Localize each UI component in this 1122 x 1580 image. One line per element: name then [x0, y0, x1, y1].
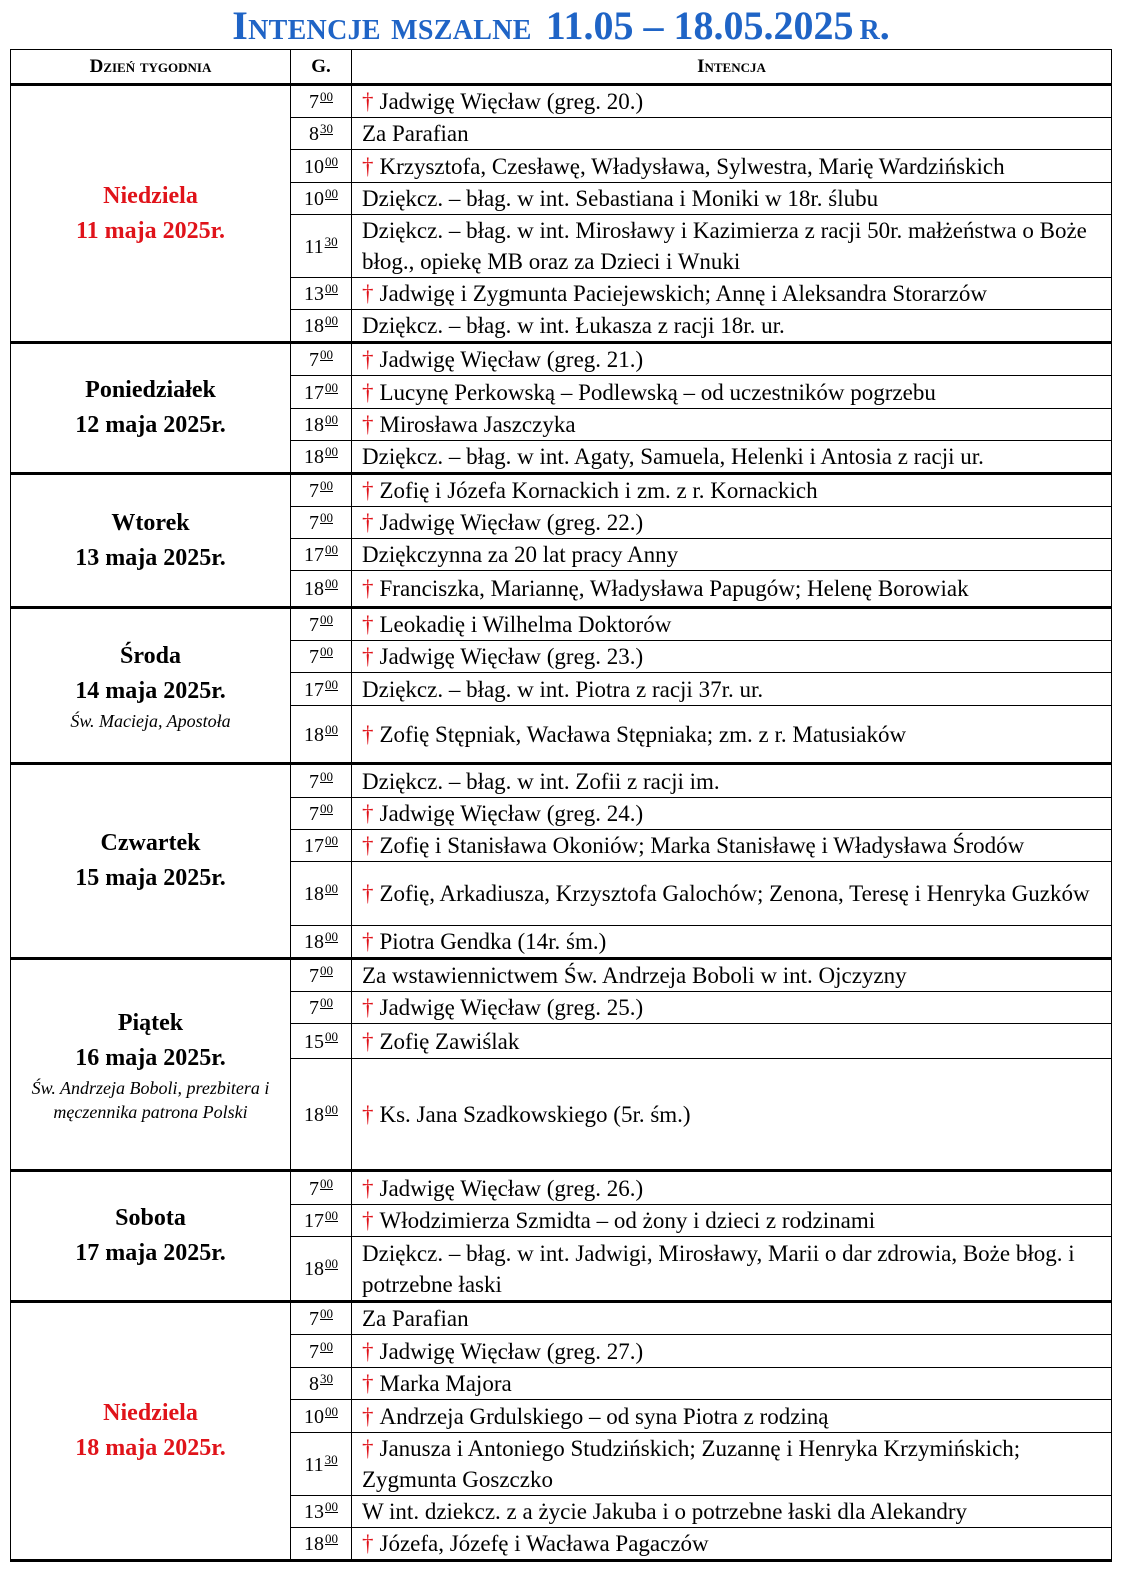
mass-hour: 7 — [309, 349, 319, 371]
intention-text: Za Parafian — [362, 1306, 469, 1331]
intention-text: Andrzeja Grdulskiego – od syna Piotra z rodziną — [379, 1403, 829, 1429]
title-dates: 11.05 – 18.05.2025 — [545, 3, 854, 48]
mass-minutes: 00 — [320, 963, 333, 978]
intention-text: W int. dziekcz. z a życie Jakuba i o potrzebne łaski dla Alekandry — [362, 1499, 968, 1524]
intention-text: Dziękcz. – błag. w int. Sebastiana i Moniki w 18r. ślubu — [362, 186, 879, 211]
intention-text: Jadwigę Więcław (greg. 26.) — [379, 1175, 644, 1201]
day-date: 13 maja 2025r. — [75, 544, 226, 571]
mass-hour: 7 — [309, 614, 319, 636]
header-day: Dzień tygodnia — [11, 50, 291, 85]
mass-time — [291, 798, 352, 830]
table-row — [11, 343, 1112, 376]
cross-icon: † — [362, 1208, 374, 1233]
cross-icon: † — [362, 1403, 374, 1429]
mass-time — [291, 1368, 352, 1400]
intention-text: Zofię i Stanisława Okoniów; Marka Stanisławę i Władysława Środów — [379, 833, 1025, 858]
cross-icon: † — [362, 1338, 374, 1364]
mass-hour: 7 — [309, 803, 319, 825]
mass-minutes: 00 — [320, 768, 333, 784]
day-name: Piątek — [117, 1009, 184, 1036]
mass-minutes: 30 — [324, 1451, 338, 1467]
intention-cell — [352, 1059, 1112, 1171]
mass-time — [291, 507, 352, 539]
cross-icon: † — [362, 89, 374, 114]
intention-cell — [352, 85, 1112, 118]
intention-text: Dziękcz. – błag. w int. Mirosławy i Kazimierza z racji 50r. małżeństwa o Boże błog., opiekę MB oraz za Dzieci i Wnuki — [362, 218, 1087, 274]
intention-text: Jadwigę Więcław (greg. 20.) — [379, 89, 644, 114]
mass-minutes: 00 — [320, 347, 333, 362]
mass-time — [291, 409, 352, 441]
mass-hour: 11 — [304, 1453, 324, 1476]
day-cell — [11, 343, 291, 474]
intention-cell — [352, 343, 1112, 376]
day-date: 15 maja 2025r. — [75, 865, 226, 891]
intention-cell — [352, 215, 1112, 278]
mass-hour: 7 — [309, 91, 319, 113]
intention-cell — [352, 376, 1112, 409]
cross-icon: † — [362, 1101, 374, 1127]
cross-icon: † — [362, 833, 374, 858]
mass-time — [291, 1237, 352, 1302]
mass-hour: 7 — [309, 997, 319, 1019]
mass-time — [291, 1400, 352, 1433]
mass-hour: 7 — [309, 646, 319, 668]
cross-icon: † — [362, 281, 374, 306]
mass-hour: 15 — [304, 1030, 324, 1053]
day-date: 11 maja 2025r. — [75, 217, 226, 244]
cross-icon: † — [362, 576, 374, 601]
intention-text: Za wstawiennictwem Św. Andrzeja Boboli w int. Ojczyzny — [362, 963, 907, 988]
day-name: Sobota — [115, 1205, 186, 1231]
intention-text: Krzysztofa, Czesławę, Władysława, Sylwestra, Marię Wardzińskich — [379, 153, 1005, 179]
cross-icon: † — [362, 412, 374, 437]
table-row — [11, 1302, 1112, 1335]
mass-hour: 8 — [309, 123, 319, 145]
intention-cell — [352, 706, 1112, 764]
cross-icon: † — [362, 1531, 374, 1556]
mass-hour: 13 — [304, 1501, 324, 1523]
mass-time — [291, 862, 352, 926]
table-row — [11, 1171, 1112, 1205]
intention-cell — [352, 608, 1112, 641]
mass-time — [291, 1528, 352, 1561]
intention-text: Jadwigę Więcław (greg. 25.) — [379, 995, 644, 1020]
mass-time — [291, 571, 352, 608]
mass-time — [291, 608, 352, 641]
cross-icon: † — [362, 612, 374, 637]
day-date: 14 maja 2025r. — [75, 677, 226, 704]
mass-time — [291, 959, 352, 992]
mass-hour: 18 — [304, 931, 324, 953]
mass-minutes: 00 — [325, 1403, 338, 1419]
mass-minutes: 00 — [325, 721, 338, 737]
intention-cell — [352, 798, 1112, 830]
mass-time — [291, 1024, 352, 1059]
intention-text: Dziękcz. – błag. w int. Piotra z racji 37r. ur. — [362, 676, 764, 702]
intention-cell — [352, 673, 1112, 706]
intention-cell — [352, 1335, 1112, 1368]
intention-text: Dziękcz. – błag. w int. Zofii z racji im. — [362, 768, 720, 794]
intention-cell — [352, 1205, 1112, 1237]
intention-cell — [352, 539, 1112, 571]
mass-minutes: 00 — [325, 833, 338, 848]
day-cell — [11, 1302, 291, 1561]
mass-minutes: 00 — [325, 542, 338, 557]
mass-hour: 13 — [304, 283, 324, 305]
day-name: Niedziela — [103, 182, 198, 209]
mass-hour: 18 — [304, 883, 324, 905]
intention-text: Dziękcz. – błag. w int. Agaty, Samuela, Helenki i Antosia z racji ur. — [362, 444, 984, 469]
header-hour: G. — [291, 50, 352, 85]
mass-time — [291, 278, 352, 310]
mass-time — [291, 474, 352, 507]
mass-time — [291, 926, 352, 959]
mass-minutes: 00 — [325, 1499, 338, 1514]
day-date: 12 maja 2025r. — [75, 412, 226, 438]
intention-cell — [352, 1171, 1112, 1205]
mass-minutes: 00 — [325, 186, 338, 201]
intention-text: Józefa, Józefę i Wacława Pagaczów — [379, 1531, 709, 1556]
mass-time — [291, 376, 352, 409]
intention-cell — [352, 150, 1112, 183]
mass-hour: 18 — [304, 1533, 324, 1555]
mass-minutes: 00 — [320, 612, 333, 627]
mass-hour: 7 — [309, 512, 319, 534]
mass-minutes: 00 — [325, 676, 338, 692]
intention-text: Włodzimierza Szmidta – od żony i dzieci z rodzinami — [379, 1208, 876, 1233]
mass-time — [291, 310, 352, 343]
table-row — [11, 959, 1112, 992]
mass-hour: 11 — [304, 235, 324, 258]
intention-cell — [352, 507, 1112, 539]
mass-minutes: 00 — [325, 313, 338, 328]
mass-time — [291, 992, 352, 1024]
mass-time — [291, 85, 352, 118]
mass-time — [291, 215, 352, 278]
table-row — [11, 85, 1112, 118]
cross-icon: † — [362, 881, 374, 906]
mass-hour: 17 — [304, 1210, 324, 1232]
mass-hour: 18 — [304, 578, 324, 600]
mass-time — [291, 764, 352, 798]
table-row — [11, 474, 1112, 507]
mass-hour: 7 — [309, 1340, 319, 1363]
intention-cell — [352, 1433, 1112, 1496]
table-row — [11, 608, 1112, 641]
mass-hour: 18 — [304, 414, 324, 436]
mass-minutes: 00 — [325, 412, 338, 427]
intention-cell — [352, 571, 1112, 608]
day-cell — [11, 764, 291, 959]
cross-icon: † — [362, 995, 374, 1020]
day-cell — [11, 959, 291, 1171]
intention-text: Leokadię i Wilhelma Doktorów — [379, 612, 672, 637]
intention-cell — [352, 1024, 1112, 1059]
day-name: Środa — [120, 642, 181, 669]
cross-icon: † — [362, 801, 374, 826]
mass-minutes: 00 — [325, 153, 338, 169]
intention-text: Zofię Stępniak, Wacława Stępniaka; zm. z r. Matusiaków — [379, 721, 907, 747]
title-suffix: r. — [859, 3, 890, 48]
mass-hour: 17 — [304, 544, 324, 566]
intention-cell — [352, 1496, 1112, 1528]
intention-text: Janusza i Antoniego Studzińskich; Zuzannę i Henryka Krzymińskich; Zygmunta Goszczko — [362, 1436, 1021, 1492]
mass-hour: 8 — [309, 1373, 319, 1395]
cross-icon: † — [362, 644, 374, 669]
table-body — [11, 85, 1112, 1561]
header-intention: Intencja — [352, 50, 1112, 85]
intention-text: Jadwigę Więcław (greg. 21.) — [379, 347, 644, 372]
day-cell — [11, 85, 291, 343]
intention-cell — [352, 641, 1112, 673]
table-row — [11, 764, 1112, 798]
mass-hour: 7 — [309, 965, 319, 987]
intention-cell — [352, 441, 1112, 474]
mass-minutes: 00 — [325, 881, 338, 896]
mass-minutes: 30 — [324, 233, 338, 249]
intention-cell — [352, 1368, 1112, 1400]
intention-cell — [352, 183, 1112, 215]
mass-hour: 17 — [304, 835, 324, 857]
mass-minutes: 00 — [325, 281, 338, 296]
mass-time — [291, 830, 352, 862]
mass-hour: 17 — [304, 678, 324, 701]
mass-time — [291, 1059, 352, 1171]
mass-minutes: 30 — [320, 121, 333, 136]
intention-text: Jadwigę Więcław (greg. 22.) — [379, 510, 644, 535]
day-name: Czwartek — [100, 830, 201, 856]
cross-icon: † — [362, 1028, 374, 1054]
mass-hour: 18 — [304, 446, 324, 468]
intention-cell — [352, 1400, 1112, 1433]
intention-text: Marka Majora — [379, 1371, 512, 1396]
mass-time — [291, 1433, 352, 1496]
mass-time — [291, 343, 352, 376]
intention-cell — [352, 992, 1112, 1024]
intention-text: Zofię Zawiślak — [379, 1028, 520, 1054]
mass-time — [291, 1335, 352, 1368]
day-date: 16 maja 2025r. — [75, 1044, 226, 1071]
mass-time — [291, 441, 352, 474]
mass-time — [291, 641, 352, 673]
intention-cell — [352, 862, 1112, 926]
cross-icon: † — [362, 721, 374, 747]
mass-minutes: 00 — [325, 1531, 338, 1546]
mass-minutes: 00 — [320, 89, 333, 104]
day-feast-note: Św. Macieja, Apostoła — [70, 710, 231, 731]
intention-cell — [352, 1302, 1112, 1335]
day-feast-note: Św. Andrzeja Boboli, prezbitera i męczennika patrona Polski — [31, 1077, 270, 1122]
intention-text: Lucynę Perkowską – Podlewską – od uczestników pogrzebu — [379, 379, 936, 405]
cross-icon: † — [362, 153, 374, 179]
mass-minutes: 00 — [320, 1338, 333, 1354]
mass-minutes: 00 — [320, 801, 333, 816]
mass-hour: 18 — [304, 315, 324, 337]
mass-time — [291, 1171, 352, 1205]
mass-hour: 7 — [309, 480, 319, 502]
day-name: Wtorek — [111, 509, 190, 536]
intention-text: Dziękcz. – błag. w int. Jadwigi, Mirosławy, Marii o dar zdrowia, Boże błog. i potrzebne łaski — [362, 1240, 1075, 1297]
intention-text: Jadwigę i Zygmunta Paciejewskich; Annę i Aleksandra Storarzów — [379, 281, 987, 306]
mass-time — [291, 1496, 352, 1528]
intention-text: Zofię, Arkadiusza, Krzysztofa Galochów; Zenona, Teresę i Henryka Guzków — [379, 881, 1090, 906]
mass-time — [291, 1205, 352, 1237]
mass-hour: 10 — [304, 1405, 324, 1428]
mass-hour: 10 — [304, 188, 324, 210]
cross-icon: † — [362, 1436, 374, 1461]
day-date: 18 maja 2025r. — [75, 1435, 226, 1461]
mass-minutes: 00 — [320, 478, 333, 493]
intention-cell — [352, 409, 1112, 441]
intention-cell — [352, 764, 1112, 798]
mass-minutes: 00 — [325, 929, 338, 944]
mass-time — [291, 539, 352, 571]
mass-hour: 7 — [309, 1308, 319, 1330]
intention-cell — [352, 310, 1112, 343]
mass-minutes: 00 — [320, 644, 333, 659]
intention-text: Ks. Jana Szadkowskiego (5r. śm.) — [379, 1101, 691, 1127]
mass-minutes: 30 — [320, 1371, 333, 1386]
intention-text: Dziękczynna za 20 lat pracy Anny — [362, 542, 679, 567]
mass-minutes: 00 — [325, 576, 338, 591]
mass-minutes: 00 — [320, 510, 333, 525]
intention-cell — [352, 1237, 1112, 1302]
cross-icon: † — [362, 1175, 374, 1201]
intention-text: Mirosława Jaszczyka — [379, 412, 576, 437]
mass-minutes: 00 — [320, 1175, 333, 1191]
mass-time — [291, 150, 352, 183]
intention-text: Piotra Gendka (14r. śm.) — [379, 929, 607, 954]
mass-hour: 18 — [304, 1103, 324, 1126]
intention-cell — [352, 1528, 1112, 1561]
intentions-table — [10, 49, 1112, 1562]
intention-cell — [352, 118, 1112, 150]
intention-cell — [352, 959, 1112, 992]
mass-minutes: 00 — [320, 1306, 333, 1321]
mass-hour: 10 — [304, 155, 324, 178]
intention-text: Za Parafian — [362, 121, 469, 146]
day-cell — [11, 608, 291, 764]
mass-hour: 18 — [304, 1258, 324, 1280]
mass-time — [291, 706, 352, 764]
cross-icon: † — [362, 510, 374, 535]
intention-text: Jadwigę Więcław (greg. 24.) — [379, 801, 644, 826]
mass-time — [291, 1302, 352, 1335]
mass-minutes: 00 — [325, 444, 338, 459]
mass-hour: 7 — [309, 1177, 319, 1200]
intention-text: Zofię i Józefa Kornackich i zm. z r. Kornackich — [379, 478, 818, 503]
mass-time — [291, 118, 352, 150]
intention-cell — [352, 278, 1112, 310]
day-name: Niedziela — [103, 1400, 198, 1426]
mass-time — [291, 183, 352, 215]
intention-cell — [352, 926, 1112, 959]
mass-minutes: 00 — [325, 1208, 338, 1223]
intention-text: Franciszka, Mariannę, Władysława Papugów; Helenę Borowiak — [379, 576, 969, 601]
mass-hour: 17 — [304, 381, 324, 404]
intention-text: Jadwigę Więcław (greg. 27.) — [379, 1338, 644, 1364]
mass-hour: 7 — [309, 770, 319, 793]
day-date: 17 maja 2025r. — [75, 1240, 226, 1266]
day-name: Poniedziałek — [85, 377, 216, 403]
cross-icon: † — [362, 929, 374, 954]
intention-cell — [352, 830, 1112, 862]
mass-hour: 18 — [304, 723, 324, 746]
mass-time — [291, 673, 352, 706]
title-text: Intencje mszalne — [232, 3, 532, 48]
table-header-row — [11, 50, 1112, 85]
day-cell — [11, 474, 291, 608]
page-title — [0, 2, 1122, 46]
day-cell — [11, 1171, 291, 1302]
cross-icon: † — [362, 347, 374, 372]
mass-minutes: 00 — [325, 1256, 338, 1271]
mass-minutes: 00 — [325, 1101, 338, 1117]
intention-text: Jadwigę Więcław (greg. 23.) — [379, 644, 644, 669]
cross-icon: † — [362, 478, 374, 503]
mass-minutes: 00 — [325, 1028, 338, 1044]
mass-minutes: 00 — [325, 379, 338, 395]
cross-icon: † — [362, 379, 374, 405]
cross-icon: † — [362, 1371, 374, 1396]
intention-text: Dziękcz. – błag. w int. Łukasza z racji 18r. ur. — [362, 313, 785, 338]
intention-cell — [352, 474, 1112, 507]
mass-minutes: 00 — [320, 995, 333, 1010]
